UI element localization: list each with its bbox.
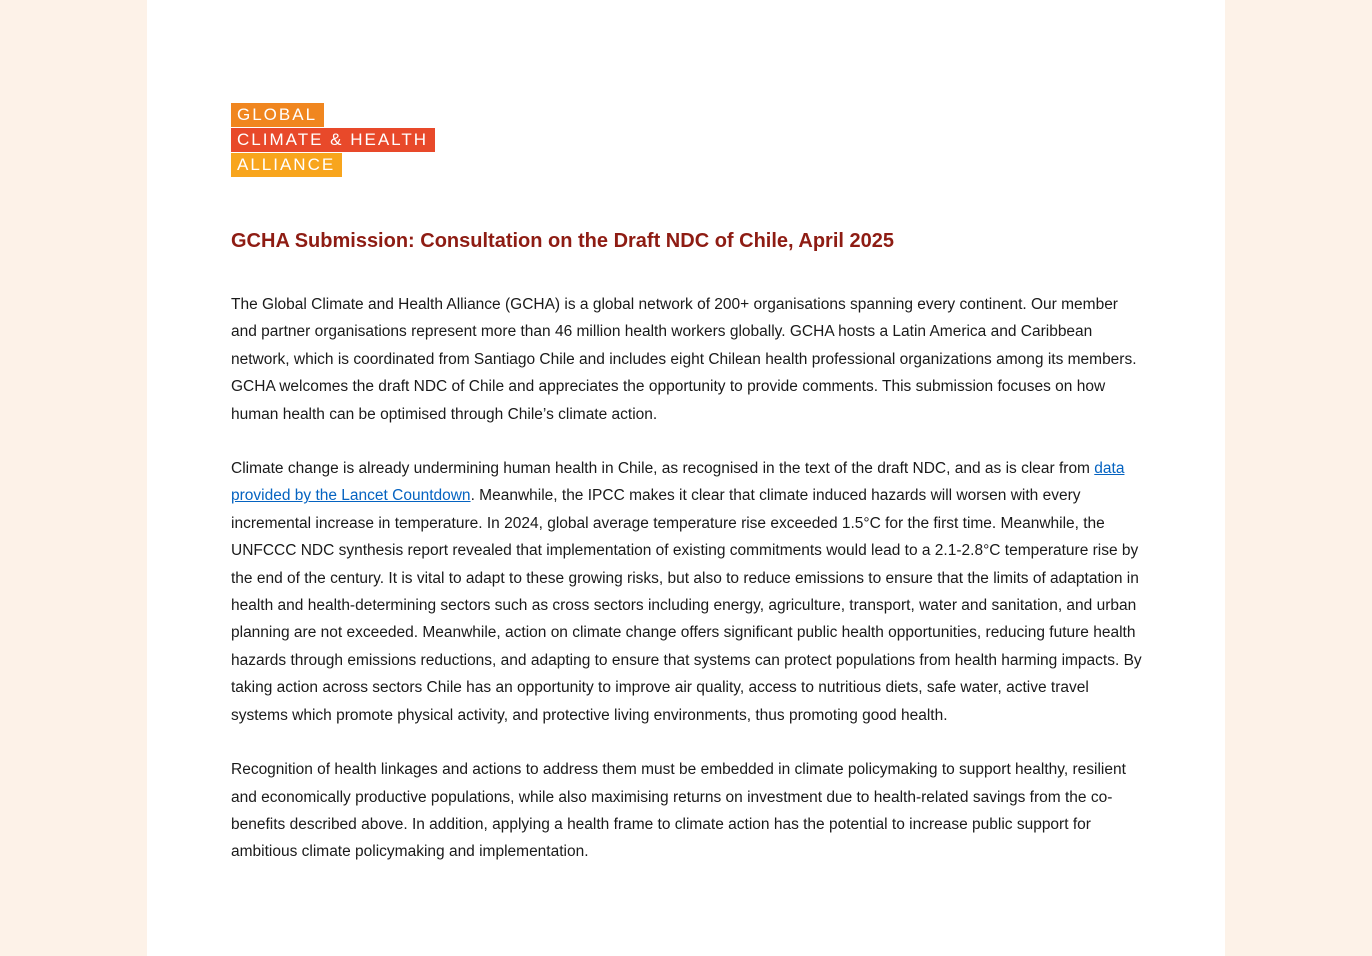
paragraph-climate-impacts-text-before-link: Climate change is already undermining human health in Chile, as recognised in the text of the draft NDC, and as is clear from [231,460,1095,478]
document-page [147,0,1225,956]
paragraph-health-linkages: Recognition of health linkages and actions to address them must be embedded in climate policymaking to support healthy, resilient and economically productive populations, while also maximising returns on investment due to health-related savings from the co-benefits described above. In addition, applying a health frame to climate action has the potential to increase public support for ambitious climate policymaking and implementation. [231,761,1126,861]
document-title: GCHA Submission: Consultation on the Draft NDC of Chile, April 2025 [231,230,894,252]
lancet-countdown-link[interactable]: data provided by the Lancet Countdown [231,460,1125,505]
paragraph-climate-impacts-text-after-link: . Meanwhile, the IPCC makes it clear that climate induced hazards will worsen with every incremental increase in temperature. In 2024, global average temperature rise exceeded 1.5°C for the first time. Meanwhile, the UNFCCC NDC synthesis report revealed that implementation of existing commitments would lead to a 2.1-2.8°C temperature rise by the end of the century. It is vital to adapt to these growing risks, but also to reduce emissions to ensure that the limits of adaptation in health and health-determining sectors such as cross sectors including energy, agriculture, transport, water and sanitation, and urban planning are not exceeded. Meanwhile, action on climate change offers significant public health opportunities, reducing future health hazards through emissions reductions, and adapting to ensure that systems can protect populations from health harming impacts. By taking action across sectors Chile has an opportunity to improve air quality, access to nutritious diets, safe water, active travel systems which promote physical activity, and protective living environments, thus promoting good health. [231,487,1142,724]
logo-row-1 [231,103,1141,127]
logo-line-global: GLOBAL [231,103,324,127]
logo-line-alliance: ALLIANCE [231,153,342,177]
document-content [147,0,1225,866]
logo-row-2 [231,128,1141,152]
logo-line-climate-health: CLIMATE & HEALTH [231,128,435,152]
paragraph-intro: The Global Climate and Health Alliance (GCHA) is a global network of 200+ organisations spanning every continent. Our member and partner organisations represent more than 46 million health workers globally. GCHA hosts a Latin America and Caribbean network, which is coordinated from Santiago Chile and includes eight Chilean health professional organizations among its members. GCHA welcomes the draft NDC of Chile and appreciates the opportunity to provide comments. This submission focuses on how human health can be optimised through Chile’s climate action. [231,296,1137,423]
gcha-logo [231,0,1141,177]
paragraph-climate-impacts [231,455,1143,729]
logo-row-3 [231,153,1141,177]
